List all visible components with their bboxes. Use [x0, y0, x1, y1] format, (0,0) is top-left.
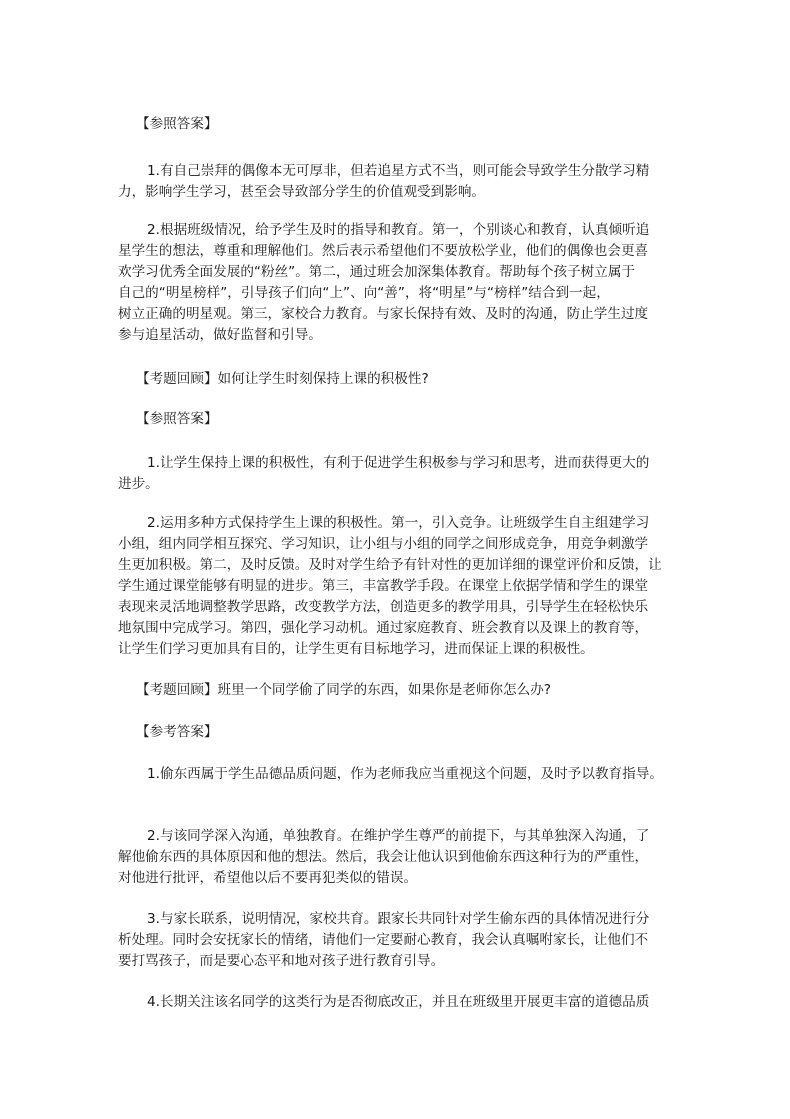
paragraph-line: 1.让学生保持上课的积极性，有利于促进学生积极参与学习和思考，进而获得更大的 [147, 455, 650, 471]
paragraph-line: 表现来灵活地调整教学思路，改变教学方法，创造更多的教学用具，引导学生在轻松快乐 [118, 599, 649, 615]
paragraph-line: 2.运用多种方式保持学生上课的积极性。第一，引入竞争。让班级学生自主组建学习 [147, 515, 650, 531]
paragraph-line: 3.与家长联系，说明情况，家校共育。跟家长共同针对学生偷东西的具体情况进行分 [147, 911, 650, 927]
paragraph-line: 进步。 [118, 476, 159, 492]
answer-paragraph [118, 764, 663, 785]
heading-text: 【参照答案】 [136, 116, 218, 132]
paragraph-line: 要打骂孩子，而是要心态平和地对孩子进行教育引导。 [118, 953, 445, 969]
answer-paragraph [118, 992, 649, 1013]
answer-paragraph [118, 220, 649, 346]
paragraph-line: 欢学习优秀全面发展的“粉丝”。第二，通过班会加深集体教育。帮助每个孩子树立属于 [118, 264, 636, 280]
answer-paragraph [118, 513, 662, 660]
paragraph-line: 析处理。同时会安抚家长的情绪，请他们一定要耐心教育，我会认真嘱咐家长，让他们不 [118, 932, 649, 948]
paragraph-line: 学生通过课堂能够有明显的进步。第三，丰富教学手段。在课堂上依据学情和学生的课堂 [118, 578, 649, 594]
heading-text: 【参考答案】 [136, 724, 218, 740]
paragraph-line: 自己的“明星榜样”，引导孩子们向“上”、向“善”，将“明星”与“榜样”结合到一起， [118, 285, 610, 301]
paragraph-line: 树立正确的明星观。第三，家校合力教育。与家长保持有效、及时的沟通，防止学生过度 [118, 306, 649, 322]
section-heading [118, 369, 429, 390]
section-heading [118, 409, 218, 430]
paragraph-line: 地氛围中完成学习。第四，强化学习动机。通过家庭教育、班会教育以及课上的教育等， [118, 620, 649, 636]
answer-paragraph [118, 826, 649, 889]
paragraph-line: 小组，组内同学相互探究、学习知识，让小组与小组的同学之间形成竞争，用竞争刺激学 [118, 536, 649, 552]
heading-text: 【考题回顾】如何让学生时刻保持上课的积极性? [136, 371, 429, 387]
paragraph-line: 对他进行批评，希望他以后不要再犯类似的错误。 [118, 870, 418, 886]
section-heading [118, 680, 551, 701]
paragraph-line: 参与追星活动，做好监督和引导。 [118, 327, 322, 343]
answer-paragraph [118, 161, 649, 203]
paragraph-line: 星学生的想法，尊重和理解他们。然后表示希望他们不要放松学业，他们的偶像也会更喜 [118, 243, 649, 259]
section-heading [118, 114, 218, 135]
heading-text: 【考题回顾】班里一个同学偷了同学的东西，如果你是老师你怎么办? [136, 682, 552, 698]
paragraph-line: 生更加积极。第二，及时反馈。及时对学生给予有针对性的更加详细的课堂评价和反馈，让 [118, 557, 662, 573]
paragraph-line: 解他偷东西的具体原因和他的想法。然后，我会让他认识到他偷东西这种行为的严重性， [118, 849, 649, 865]
answer-paragraph [118, 909, 649, 972]
section-heading [118, 722, 218, 743]
paragraph-line: 2.与该同学深入沟通，单独教育。在维护学生尊严的前提下，与其单独深入沟通，了 [147, 828, 650, 844]
paragraph-line: 力，影响学生学习，甚至会导致部分学生的价值观受到影响。 [118, 184, 486, 200]
paragraph-line: 1.有自己崇拜的偶像本无可厚非，但若追星方式不当，则可能会导致学生分散学习精 [147, 163, 650, 179]
paragraph-line: 4.长期关注该名同学的这类行为是否彻底改正，并且在班级里开展更丰富的道德品质 [147, 994, 650, 1010]
paragraph-line: 1.偷东西属于学生品德品质问题，作为老师我应当重视这个问题，及时予以教育指导。 [147, 766, 663, 782]
heading-text: 【参照答案】 [136, 411, 218, 427]
paragraph-line: 让学生们学习更加具有目的，让学生更有目标地学习，进而保证上课的积极性。 [118, 641, 594, 657]
answer-paragraph [118, 453, 649, 495]
paragraph-line: 2.根据班级情况，给予学生及时的指导和教育。第一，个别谈心和教育，认真倾听追 [147, 222, 650, 238]
